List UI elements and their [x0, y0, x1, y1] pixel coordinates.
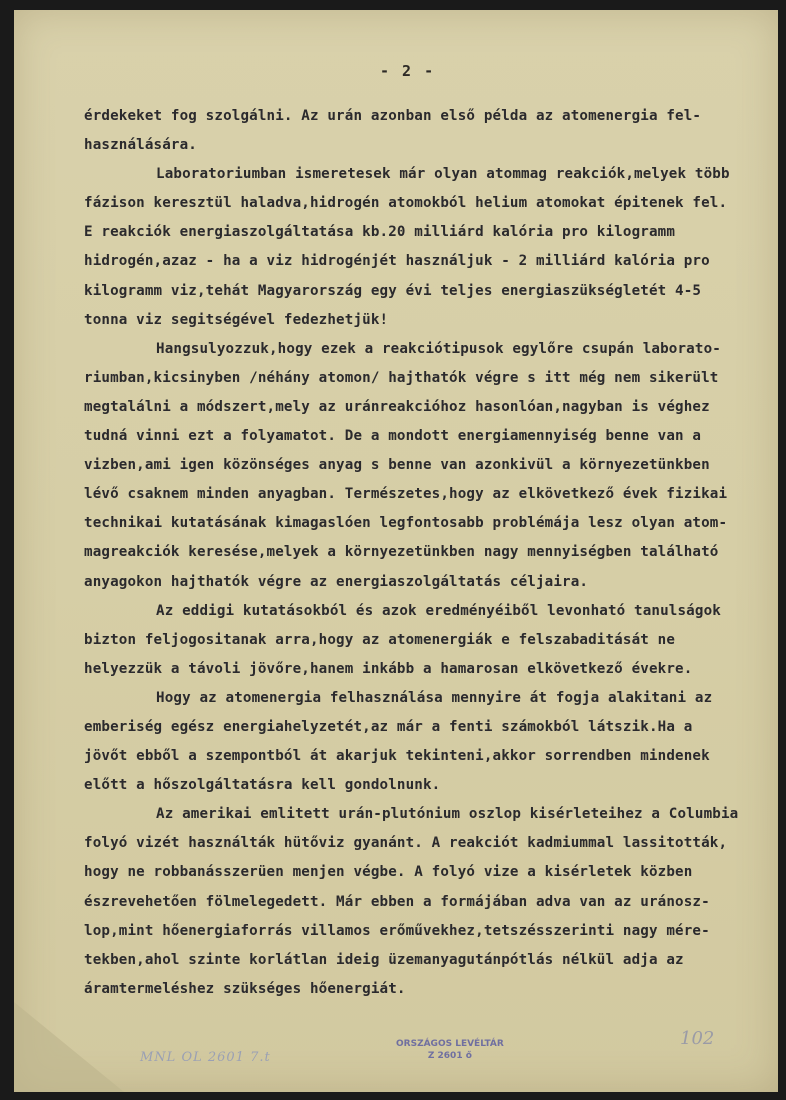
body-text [84, 102, 764, 1004]
text-line: Hangsulyozzuk,hogy ezek a reakciótipusok egylőre csupán laborato- [156, 340, 721, 357]
text-line: áramtermeléshez szükséges hőenergiát. [84, 980, 406, 997]
text-line: jövőt ebből a szempontból át akarjuk tekinteni,akkor sorrendben mindenek [84, 748, 710, 765]
folio-number: 102 [680, 1028, 715, 1049]
text-line: megtalálni a módszert,mely az uránreakcióhoz hasonlóan,nagyban is véghez [84, 398, 710, 415]
text-line: használására. [84, 137, 197, 154]
text-line: fázison keresztül haladva,hidrogén atomokból helium atomokat épitenek fel. [84, 195, 728, 212]
text-line: anyagokon hajthatók végre az energiaszolgáltatás céljaira. [84, 573, 589, 590]
text-line: Laboratoriumban ismeretesek már olyan atommag reakciók,melyek több [156, 166, 730, 183]
text-line: Az eddigi kutatásokból és azok eredményéiből levonható tanulságok [156, 602, 721, 619]
text-line: kilogramm viz,tehát Magyarország egy évi teljes energiaszükségletét 4-5 [84, 282, 702, 299]
text-line: tudná vinni ezt a folyamatot. De a mondott energiamennyiség benne van a [84, 428, 702, 445]
text-line: hidrogén,azaz - ha a viz hidrogénjét használjuk - 2 milliárd kalória pro [84, 253, 710, 270]
text-line: Az amerikai emlitett urán-plutónium oszlop kisérleteihez a Columbia [156, 806, 739, 823]
text-line: folyó vizét használták hütőviz gyanánt. A reakciót kadmiummal lassitották, [84, 835, 728, 852]
text-line: magreakciók keresése,melyek a környezetünkben nagy mennyiségben található [84, 544, 719, 561]
text-line: Hogy az atomenergia felhasználása mennyire át fogja alakitani az [156, 689, 713, 706]
archive-stamp [396, 1038, 504, 1062]
text-line: észrevehetően fölmelegedett. Már ebben a formájában adva van az uránosz- [84, 893, 710, 910]
text-line: bizton feljogositanak arra,hogy az atomenergiák e felszabaditását ne [84, 631, 676, 648]
text-line: tekben,ahol szinte korlátlan ideig üzemanyagutánpótlás nélkül adja az [84, 951, 684, 968]
text-line: előtt a hőszolgáltatásra kell gondolnunk. [84, 777, 441, 794]
text-line: hogy ne robbanásszerüen menjen végbe. A folyó vize a kisérletek közben [84, 864, 693, 881]
folded-corner [14, 1002, 124, 1092]
text-line: lop,mint hőenergiaforrás villamos erőművekhez,tetszésszerinti nagy mére- [84, 922, 710, 939]
text-line: helyezzük a távoli jövőre,hanem inkább a hamarosan elkövetkező évekre. [84, 660, 693, 677]
text-line: vizben,ami igen közönséges anyag s benne van azonkivül a környezetünkben [84, 457, 710, 474]
text-line: érdekeket fog szolgálni. Az urán azonban első példa az atomenergia fel- [84, 108, 702, 124]
text-line: E reakciók energiaszolgáltatása kb.20 milliárd kalória pro kilogramm [84, 224, 676, 241]
text-line: riumban,kicsinyben /néhány atomon/ hajthatók végre s itt még nem sikerült [84, 369, 719, 386]
handwritten-reference: MNL OL 2601 7.t [140, 1050, 271, 1065]
page-number: - 2 - [380, 62, 436, 80]
text-line: emberiség egész energiahelyzetét,az már a fenti számokból látszik.Ha a [84, 718, 693, 735]
document-page [14, 10, 778, 1092]
archive-stamp-line2: Z 2601 ő [427, 1051, 472, 1061]
archive-stamp-line1: ORSZÁGOS LEVÉLTÁR [396, 1039, 504, 1049]
text-line: lévő csaknem minden anyagban. Természetes,hogy az elkövetkező évek fizikai [84, 486, 728, 503]
text-line: technikai kutatásának kimagaslóen legfontosabb problémája lesz olyan atom- [84, 515, 728, 532]
text-line: tonna viz segitségével fedezhetjük! [84, 311, 389, 328]
